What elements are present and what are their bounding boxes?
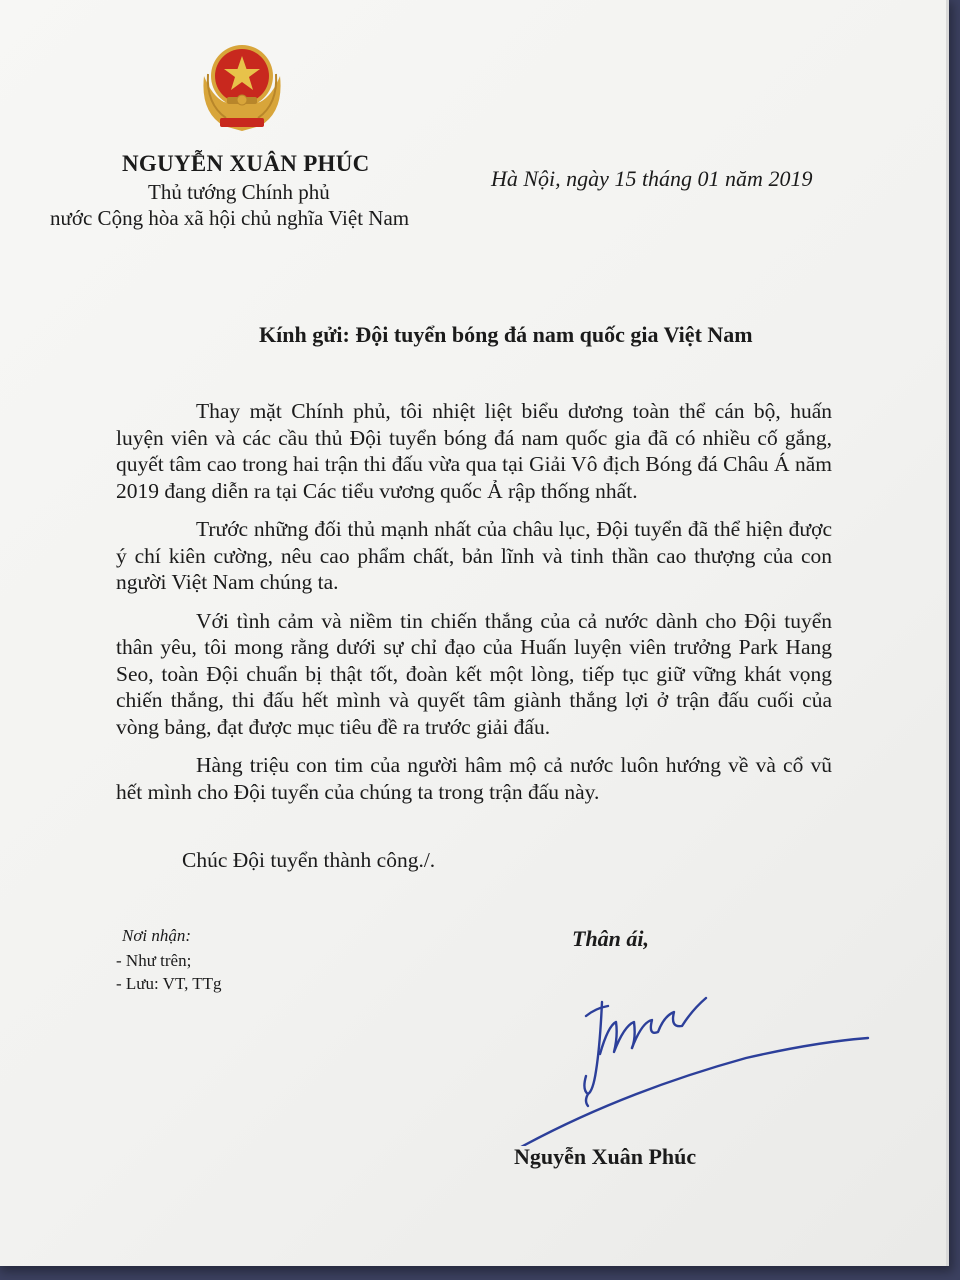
- recipients-title: Nơi nhận:: [122, 926, 192, 945]
- sender-name: NGUYỄN XUÂN PHÚC: [122, 151, 370, 176]
- body-paragraph-1: Thay mặt Chính phủ, tôi nhiệt liệt biểu dương toàn thể cán bộ, huấn luyện viên và các cầu thủ Đội tuyển bóng đá nam quốc gia đã có nhiều cố gắng, quyết tâm cao trong hai trận thi đấu vừa qua tại Giải Vô địch Bóng đá Châu Á năm 2019 đang diễn ra tại Các tiểu vương quốc Ả rập thống nhất.: [116, 399, 832, 503]
- body-paragraph-2: Trước những đối thủ mạnh nhất của châu lục, Đội tuyển đã thể hiện được ý chí kiên cường, nêu cao phẩm chất, bản lĩnh và tinh thần cao thượng của con người Việt Nam chúng ta.: [116, 517, 832, 594]
- signer-name: Nguyễn Xuân Phúc: [514, 1144, 697, 1169]
- sender-title: Thủ tướng Chính phủ: [148, 180, 330, 204]
- body-paragraph-4: Hàng triệu con tim của người hâm mộ cả nước luôn hướng về và cổ vũ hết mình cho Đội tuyển của chúng ta trong trận đấu này.: [116, 753, 832, 804]
- salutation: Kính gửi: Đội tuyển bóng đá nam quốc gia Việt Nam: [259, 322, 753, 347]
- vietnam-national-emblem-icon: [194, 34, 290, 134]
- sender-country: nước Cộng hòa xã hội chủ nghĩa Việt Nam: [50, 206, 410, 230]
- handwritten-signature-icon: [496, 976, 876, 1146]
- letter-body: [116, 398, 832, 817]
- recipient-item: - Lưu: VT, TTg: [116, 974, 222, 993]
- recipient-item: - Như trên;: [116, 951, 192, 970]
- body-paragraph-3: Với tình cảm và niềm tin chiến thắng của cả nước dành cho Đội tuyển thân yêu, tôi mong rằng dưới sự chỉ đạo của Huấn luyện viên trưởng Park Hang Seo, toàn Đội chuẩn bị thật tốt, đoàn kết một lòng, tiếp tục giữ vững khát vọng chiến thắng, thi đấu hết mình và quyết tâm giành thắng lợi ở trận đấu cuối của vòng bảng, đạt được mục tiêu đề ra trước giải đấu.: [116, 608, 832, 739]
- closing-line: Chúc Đội tuyển thành công./.: [182, 848, 436, 872]
- letter-date: Hà Nội, ngày 15 tháng 01 năm 2019: [491, 166, 813, 191]
- sign-off-greeting: Thân ái,: [572, 926, 650, 951]
